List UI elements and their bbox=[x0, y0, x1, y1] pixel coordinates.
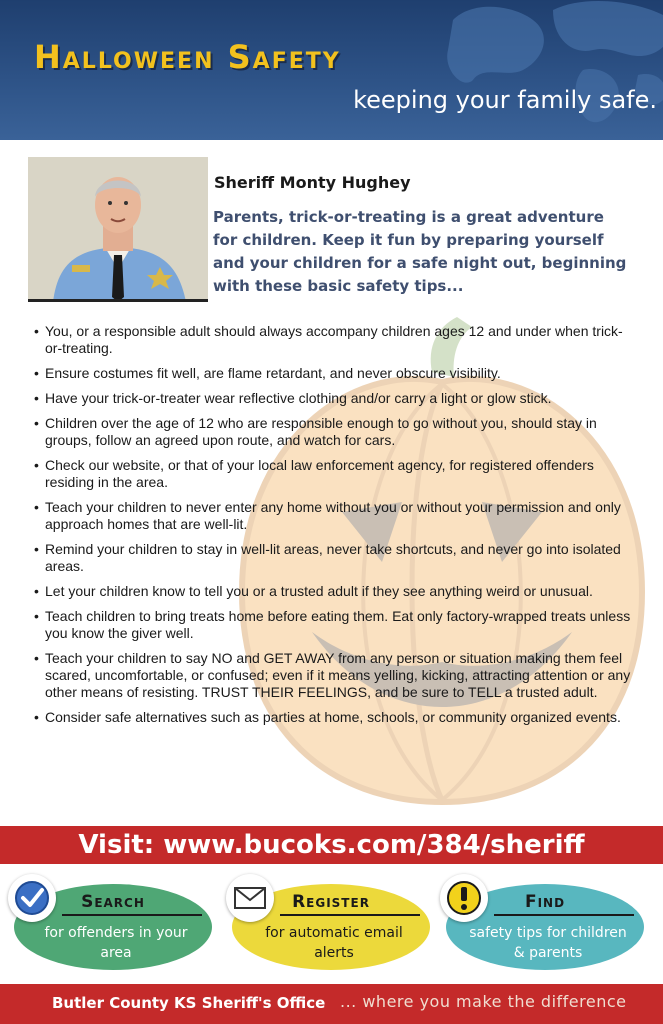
search-offenders-button[interactable] bbox=[14, 880, 212, 970]
divider bbox=[62, 914, 202, 916]
register-description: for automatic email alerts bbox=[265, 925, 403, 961]
list-item: • Children over the age of 12 who are responsible enough to go without you, should stay in groups, follow an agreed upon route, and watch for cars. bbox=[32, 415, 632, 449]
list-item: • Check our website, or that of your local law enforcement agency, for registered offenders residing in the area. bbox=[32, 457, 632, 491]
list-item: • Ensure costumes fit well, are flame retardant, and never obscure visibility. bbox=[32, 365, 632, 382]
page-subtitle: keeping your family safe. bbox=[353, 86, 657, 114]
list-item: • Teach your children to say NO and GET AWAY from any person or situation making them feel scared, uncomfortable, or confused; even if it means yelling, kicking, attracting attention or any other means of resisting. TRUST THEIR FEELINGS, and be sure to TELL a trusted adult. bbox=[32, 650, 632, 701]
header-banner bbox=[0, 0, 663, 140]
list-item: • Let your children know to tell you or a trusted adult if they see anything weird or unusual. bbox=[32, 583, 632, 600]
footer-bar bbox=[0, 984, 663, 1024]
find-description: safety tips for children & parents bbox=[469, 925, 627, 961]
list-item: • Have your trick-or-treater wear reflective clothing and/or carry a light or glow stick. bbox=[32, 390, 632, 407]
list-item: • Remind your children to stay in well-lit areas, never take shortcuts, and never go into isolated areas. bbox=[32, 541, 632, 575]
list-item: • Teach children to bring treats home before eating them. Eat only factory-wrapped treats unless you know the giver well. bbox=[32, 608, 632, 642]
register-email-button[interactable] bbox=[232, 880, 430, 970]
list-item: • You, or a responsible adult should always accompany children ages 12 and under when trick-or-treating. bbox=[32, 323, 632, 357]
divider bbox=[280, 914, 420, 916]
visit-website-link[interactable]: Visit: www.bucoks.com/384/sheriff bbox=[0, 826, 663, 864]
office-name: Butler County KS Sheriff's Office bbox=[52, 994, 326, 1012]
intro-paragraph: Parents, trick-or-treating is a great adventure for children. Keep it fun by preparing yourself and your children for a safe night out, beginning with these basic safety tips... bbox=[213, 208, 627, 295]
sheriff-name: Sheriff Monty Hughey bbox=[214, 173, 411, 192]
safety-tips-list bbox=[32, 323, 632, 734]
divider bbox=[494, 914, 634, 916]
world-map-graphic bbox=[413, 0, 663, 140]
find-tips-button[interactable] bbox=[446, 880, 644, 970]
find-title: Find bbox=[524, 892, 566, 912]
list-item: • Consider safe alternatives such as parties at home, schools, or community organized events. bbox=[32, 709, 632, 726]
search-title: Search bbox=[81, 892, 145, 912]
search-description: for offenders in your area bbox=[44, 925, 188, 961]
page-title: Halloween Safety bbox=[34, 38, 341, 76]
footer-tagline: ... where you make the difference bbox=[340, 992, 627, 1011]
sheriff-photo bbox=[28, 157, 208, 302]
register-title: Register bbox=[292, 892, 370, 912]
sheriff-portrait-image bbox=[28, 157, 208, 302]
list-item: • Teach your children to never enter any home without you or without your permission and only approach homes that are well-lit. bbox=[32, 499, 632, 533]
